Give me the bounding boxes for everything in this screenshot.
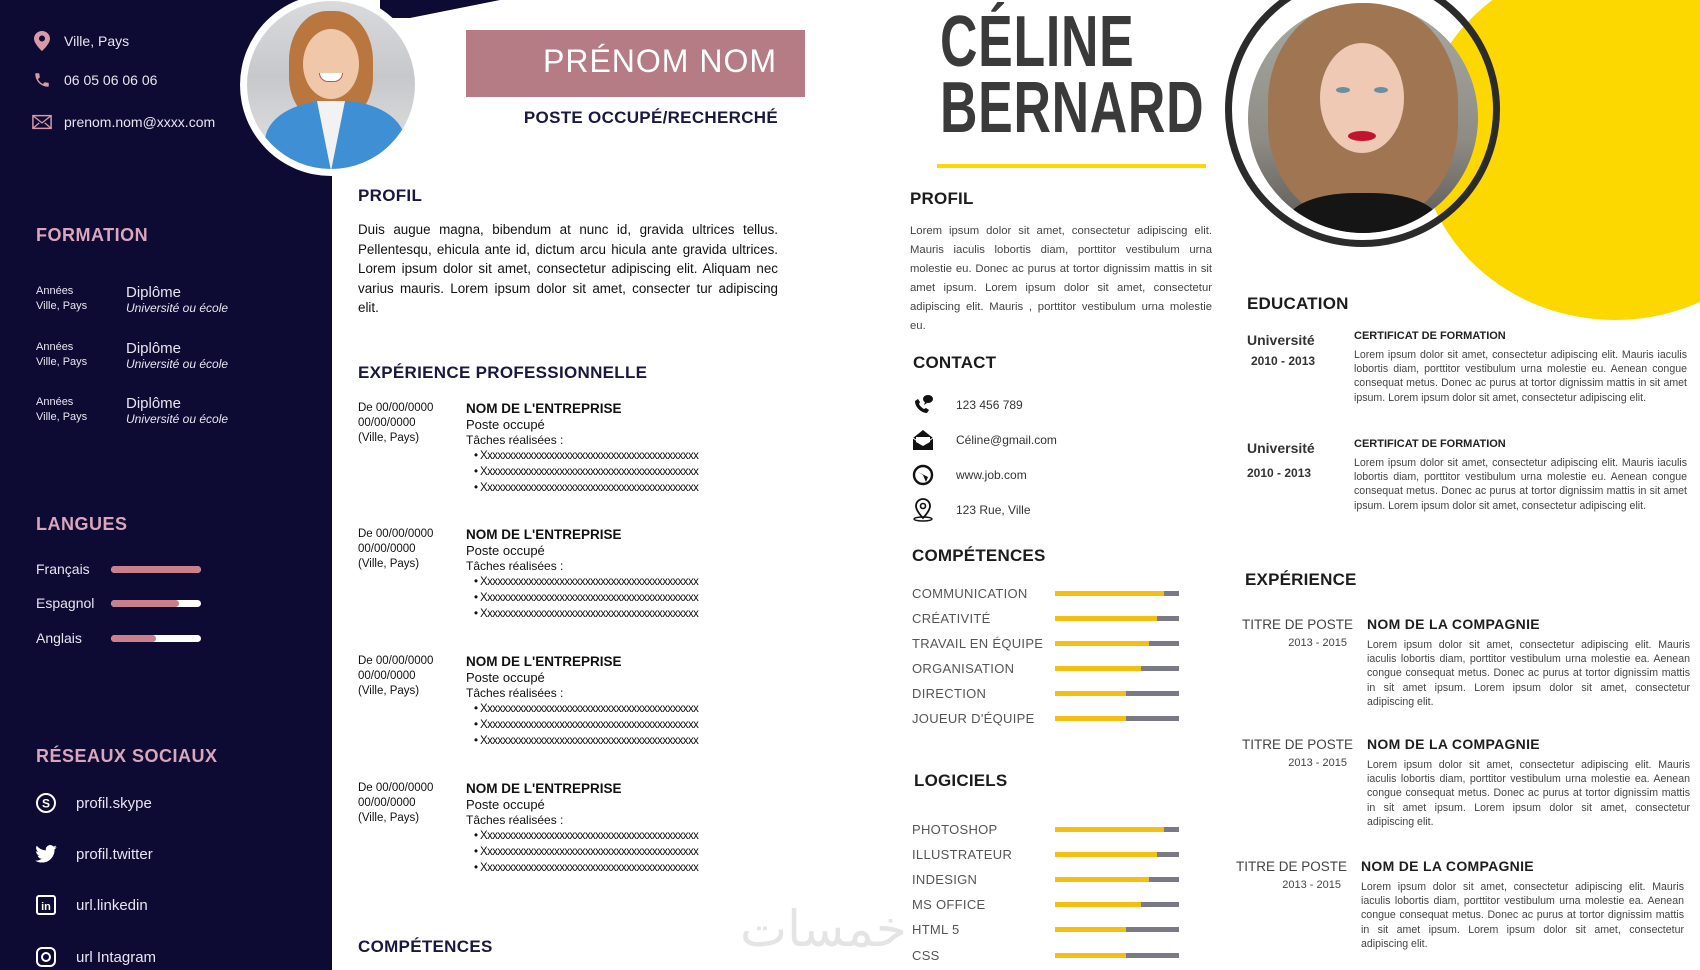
- skype-icon: [34, 791, 58, 815]
- experience-entry-right: TITRE DE POSTE 2013 - 2015 NOM DE LA COMPAGNIE Lorem ipsum dolor sit amet, consectetur adipiscing elit. Mauris iaculis lobortis diam, porttitor vestibulum urna molestie ea. Aenean congue consequat metus. Donec ac purus at tortor dignissim mattis in sit amet ipsum. Lorem ipsum dolor sit amet, consectetur adipiscing elit.: [1241, 736, 1690, 828]
- experience-entry: De 00/00/0000 00/00/0000 (Ville, Pays) NOM DE L'ENTREPRISE Poste occupé Tâches réalisées : • Xxxxxxxxxxxxxxxxxxxxxxxxxxxxxxxxxxxxxxxxxx • Xxxxxxxxxxxxxxxxxxxxxxxxxxxxxxxxxxxxxxxxxx • Xxxxxxxxxxxxxxxxxxxxxxxxxxxxxxxxxxxxxxxxxx: [358, 654, 778, 749]
- decorative-wedge: [380, 0, 500, 18]
- experience-entry-right: TITRE DE POSTE 2013 - 2015 NOM DE LA COMPAGNIE Lorem ipsum dolor sit amet, consectetur adipiscing elit. Mauris iaculis lobortis diam, porttitor vestibulum urna molestie ea. Aenean congue consequat metus. Donec ac purus at tortor dignissim mattis in sit amet ipsum. Lorem ipsum dolor sit amet, consectetur adipiscing elit.: [1235, 858, 1684, 950]
- watermark: خمسات: [740, 900, 907, 958]
- skill-level-bar: [1055, 691, 1179, 696]
- name-banner: PRÉNOM NOM: [466, 30, 805, 97]
- experience-entry: De 00/00/0000 00/00/0000 (Ville, Pays) NOM DE L'ENTREPRISE Poste occupé Tâches réalisées : • Xxxxxxxxxxxxxxxxxxxxxxxxxxxxxxxxxxxxxxxxxx • Xxxxxxxxxxxxxxxxxxxxxxxxxxxxxxxxxxxxxxxxxx • Xxxxxxxxxxxxxxxxxxxxxxxxxxxxxxxxxxxxxxxxxx: [358, 527, 778, 622]
- social-twitter[interactable]: profil.twitter: [34, 842, 153, 866]
- skill-travail-equipe: TRAVAIL EN ÉQUIPE: [912, 636, 1182, 651]
- envelope-icon: [910, 428, 936, 452]
- software-level-bar: [1055, 927, 1179, 932]
- experience-heading-right: EXPÉRIENCE: [1245, 570, 1357, 589]
- contact-heading: CONTACT: [913, 353, 997, 372]
- formation-item: Années Ville, Pays Diplôme Université ou école: [36, 340, 229, 371]
- contact-email-right: Céline@gmail.com: [910, 428, 1057, 452]
- skill-level-bar: [1055, 641, 1179, 646]
- skill-creativite: CRÉATIVITÉ: [912, 611, 1182, 626]
- experience-entry: De 00/00/0000 00/00/0000 (Ville, Pays) NOM DE L'ENTREPRISE Poste occupé Tâches réalisées : • Xxxxxxxxxxxxxxxxxxxxxxxxxxxxxxxxxxxxxxxxxx • Xxxxxxxxxxxxxxxxxxxxxxxxxxxxxxxxxxxxxxxxxx • Xxxxxxxxxxxxxxxxxxxxxxxxxxxxxxxxxxxxxxxxxx: [358, 401, 778, 496]
- svg-text:in: in: [41, 901, 51, 913]
- globe-icon: [910, 463, 936, 487]
- software-level-bar: [1055, 902, 1179, 907]
- skill-organisation: ORGANISATION: [912, 661, 1182, 676]
- name-underline: [937, 164, 1206, 168]
- skill-joueur-equipe: JOUEUR D'ÉQUIPE: [912, 711, 1182, 726]
- contact-phone: 06 05 06 06 06: [32, 70, 157, 90]
- competences-heading-left: COMPÉTENCES: [358, 937, 493, 956]
- language-level-bar: [111, 635, 201, 642]
- skill-direction: DIRECTION: [912, 686, 1182, 701]
- software-illustrateur: ILLUSTRATEUR: [912, 847, 1182, 862]
- skill-level-bar: [1055, 591, 1179, 596]
- first-name: CÉLINE: [940, 2, 1135, 82]
- langues-heading: LANGUES: [36, 514, 128, 534]
- education-heading: EDUCATION: [1247, 294, 1349, 313]
- software-ms-office: MS OFFICE: [912, 897, 1182, 912]
- skill-level-bar: [1055, 666, 1179, 671]
- contact-location: Ville, Pays: [32, 31, 129, 51]
- formation-item: Années Ville, Pays Diplôme Université ou école: [36, 395, 229, 426]
- social-linkedin[interactable]: in url.linkedin: [34, 893, 148, 917]
- contact-email: prenom.nom@xxxx.com: [32, 112, 215, 132]
- software-level-bar: [1055, 827, 1179, 832]
- experience-entry-right: TITRE DE POSTE 2013 - 2015 NOM DE LA COMPAGNIE Lorem ipsum dolor sit amet, consectetur adipiscing elit. Mauris iaculis lobortis diam, porttitor vestibulum urna molestie ea. Aenean congue consequat metus. Donec ac purus at tortor dignissim mattis in sit amet ipsum. Lorem ipsum dolor sit amet, consectetur adipiscing elit.: [1241, 616, 1690, 708]
- contact-website: www.job.com: [910, 463, 1027, 487]
- job-title: POSTE OCCUPÉ/RECHERCHÉ: [523, 108, 778, 127]
- phone-chat-icon: [910, 393, 936, 417]
- reseaux-heading: RÉSEAUX SOCIAUX: [36, 746, 218, 766]
- experience-entry: De 00/00/0000 00/00/0000 (Ville, Pays) NOM DE L'ENTREPRISE Poste occupé Tâches réalisées : • Xxxxxxxxxxxxxxxxxxxxxxxxxxxxxxxxxxxxxxxxxx • Xxxxxxxxxxxxxxxxxxxxxxxxxxxxxxxxxxxxxxxxxx • Xxxxxxxxxxxxxxxxxxxxxxxxxxxxxxxxxxxxxxxxxx: [358, 781, 778, 876]
- map-pin-icon: [32, 31, 52, 51]
- skill-level-bar: [1055, 716, 1179, 721]
- formation-item: Années Ville, Pays Diplôme Université ou école: [36, 284, 229, 315]
- skill-level-bar: [1055, 616, 1179, 621]
- profil-text-left: Duis augue magna, bibendum at nunc id, gravida ultrices tellus. Pellentesqu, ehicula ante id, dictum arcu hicula ante gravida ultrices. Lorem ipsum dolor sit amet, consectetur adipiscing elit. Aliquam nec varius mauris. Lorem ipsum dolor sit amet, consecter tur adipiscing elit.: [358, 222, 778, 315]
- profil-heading-left: PROFIL: [358, 186, 423, 205]
- skill-communication: COMMUNICATION: [912, 586, 1182, 601]
- social-instagram[interactable]: url Intagram: [34, 945, 156, 969]
- mail-icon: [32, 112, 52, 132]
- twitter-icon: [34, 842, 58, 866]
- phone-icon: [32, 70, 52, 90]
- language-level-bar: [111, 600, 201, 607]
- language-anglais: Anglais: [36, 630, 201, 646]
- software-css: CSS: [912, 948, 1182, 963]
- last-name: BERNARD: [940, 68, 1205, 148]
- linkedin-icon: [34, 893, 58, 917]
- language-level-bar: [111, 566, 201, 573]
- logiciels-heading: LOGICIELS: [914, 771, 1008, 790]
- software-level-bar: [1055, 953, 1179, 958]
- education-entry: Université 2010 - 2013 CERTIFICAT DE FORMATION Lorem ipsum dolor sit amet, consectetur adipiscing elit. Mauris iaculis lobortis diam, porttitor vestibulum urna molestie eu. Aenean congue consequat metus. Donec ac purus at tortor dignissim mattis in sit amet ipsum. Lorem ipsum dolor sit amet, consectetur adipiscing elit.: [1247, 438, 1687, 512]
- language-espagnol: Espagnol: [36, 595, 201, 611]
- contact-phone-right: 123 456 789: [910, 393, 1023, 417]
- software-level-bar: [1055, 852, 1179, 857]
- software-photoshop: PHOTOSHOP: [912, 822, 1182, 837]
- instagram-icon: [34, 945, 58, 969]
- software-html5: HTML 5: [912, 922, 1182, 937]
- location-icon: [910, 498, 936, 522]
- experience-heading-left: EXPÉRIENCE PROFESSIONNELLE: [358, 363, 648, 382]
- software-indesign: INDESIGN: [912, 872, 1182, 887]
- education-entry: Université 2010 - 2013 CERTIFICAT DE FORMATION Lorem ipsum dolor sit amet, consectetur adipiscing elit. Mauris iaculis lobortis diam, porttitor vestibulum urna molestie eu. Aenean congue consequat metus. Donec ac purus at tortor dignissim mattis in sit amet ipsum. Lorem ipsum dolor sit amet, consectetur adipiscing elit.: [1247, 330, 1687, 404]
- profile-photo-left: [240, 0, 422, 176]
- contact-address: 123 Rue, Ville: [910, 498, 1031, 522]
- social-skype[interactable]: S profil.skype: [34, 791, 152, 815]
- formation-heading: FORMATION: [36, 225, 149, 245]
- svg-text:S: S: [41, 796, 51, 811]
- profil-text-right: Lorem ipsum dolor sit amet, consectetur adipiscing elit. Mauris iaculis lobortis diam, porttitor vestibulum urna molestie eu. Donec ac purus at tortor dignissim mattis in sit amet ipsum. Lorem ipsum dolor sit amet, consectetur adipiscing elit. Mauris , porttitor vestibulum urna molestie eu.: [910, 225, 1212, 332]
- profil-heading-right: PROFIL: [910, 189, 974, 208]
- language-francais: Français: [36, 561, 201, 577]
- software-level-bar: [1055, 877, 1179, 882]
- competences-heading-right: COMPÉTENCES: [912, 546, 1046, 565]
